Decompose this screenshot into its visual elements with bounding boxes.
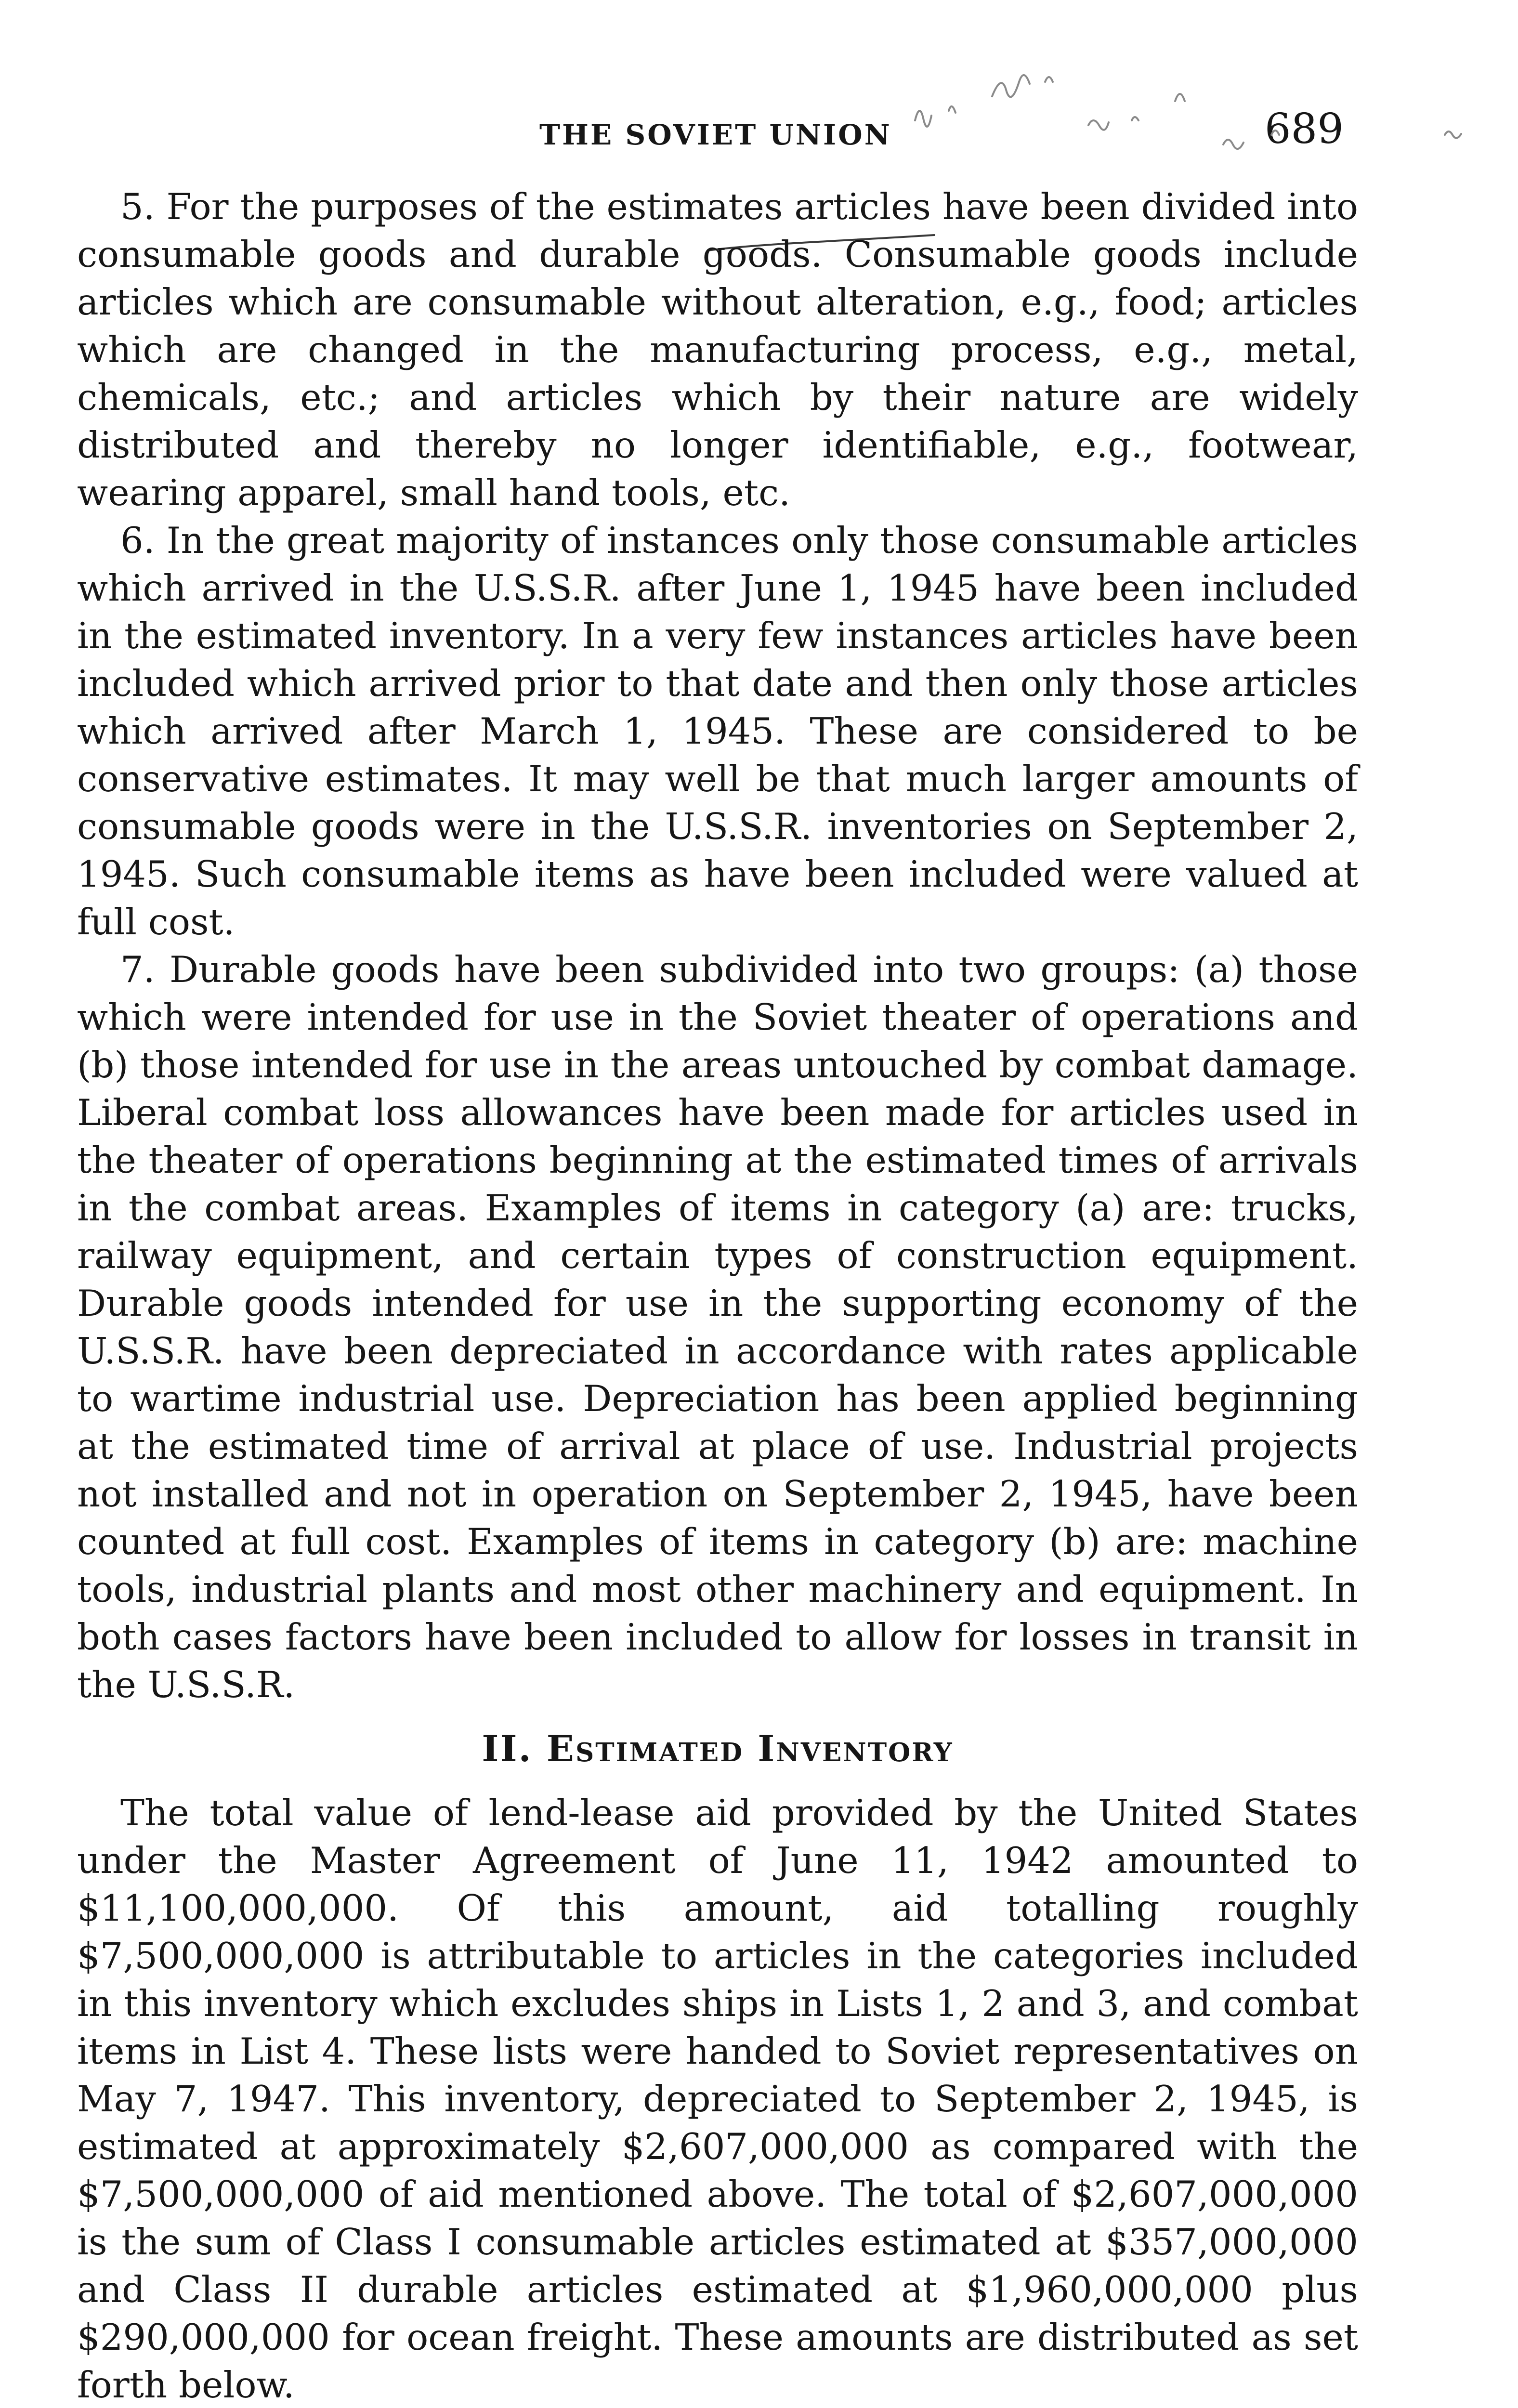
running-title: THE SOVIET UNION [539, 118, 892, 151]
section-paragraph: The total value of lend-lease aid provided by the United States under the Master Agreement of June 11, 1942 amounted to $11,100,000,000. Of this amount, aid totalling roughly $7,500,000,000 is attributable to articles in the categories included in this inventory which excludes ships in Lists 1, 2 and 3, and combat items in List 4. These lists were handed to Soviet representatives on May 7, 1947. This inventory, depreciated to September 2, 1945, is estimated at approximately $2,607,000,000 as compared with the $7,500,000,000 of aid mentioned above. The total of $2,607,000,000 is the sum of Class I consumable articles estimated at $357,000,000 and Class II durable articles estimated at $1,960,000,000 plus $290,000,000 for ocean freight. These amounts are distributed as set forth below. [77, 1792, 1358, 2406]
body-text [77, 183, 1358, 2408]
paragraph-5: 5. For the purposes of the estimates articles have been divided into consumable goods and durable goods. Consumable goods include articles which are consumable without alteration, e.g., food; articles which are changed in the manufacturing process, e.g., metal, chemicals, etc.; and articles which by their nature are widely distributed and thereby no longer identifiable, e.g., footwear, wearing apparel, small hand tools, etc. [77, 185, 1358, 514]
paragraph-6: 6. In the great majority of instances only those consumable articles which arrived in the U.S.S.R. after June 1, 1945 have been included in the estimated inventory. In a very few instances articles have been included which arrived prior to that date and then only those articles which arrived after March 1, 1945. These are considered to be conservative estimates. It may well be that much larger amounts of consumable goods were in the U.S.S.R. inventories on September 2, 1945. Such consumable items as have been included were valued at full cost. [77, 519, 1358, 943]
section-heading: II. Estimated Inventory [482, 1727, 954, 1770]
page-number: 689 [1264, 105, 1344, 153]
paragraph-7: 7. Durable goods have been subdivided into two groups: (a) those which were intended for use in the Soviet theater of operations and (b) those intended for use in the areas untouched by combat damage. Liberal combat loss allowances have been made for articles used in the theater of operations beginning at the estimated times of arrivals in the combat areas. Examples of items in category (a) are: trucks, railway equipment, and certain types of construction equipment. Durable goods intended for use in the supporting economy of the U.S.S.R. have been depreciated in accordance with rates applicable to wartime industrial use. Depreciation has been applied beginning at the estimated time of arrival at place of use. Industrial projects not installed and not in operation on September 2, 1945, have been counted at full cost. Examples of items in category (b) are: machine tools, industrial plants and most other machinery and equipment. In both cases factors have been included to allow for losses in transit in the U.S.S.R. [77, 948, 1358, 1706]
